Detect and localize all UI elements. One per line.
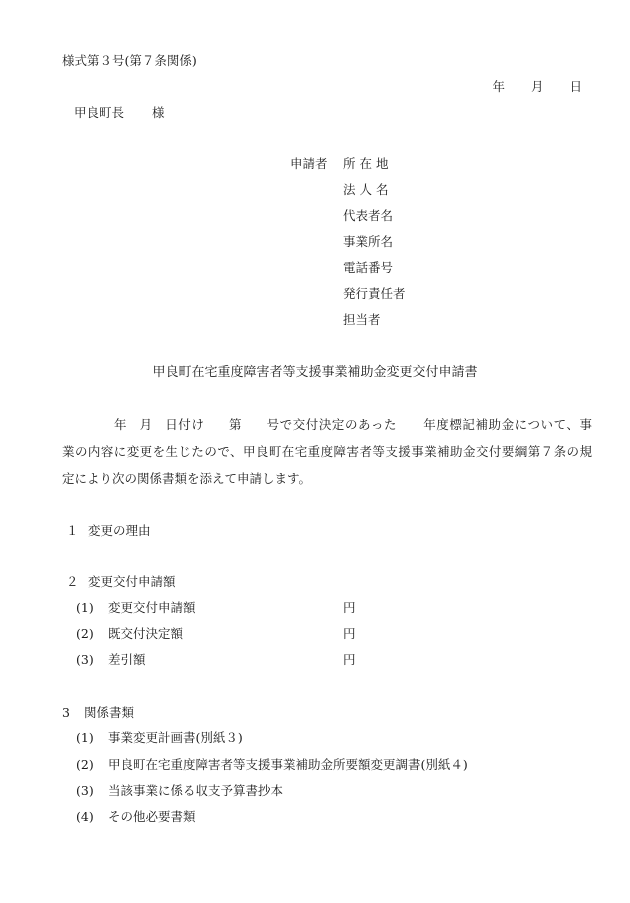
amount-item-number: (1) — [76, 600, 94, 615]
section-amount-number: ２ — [66, 574, 79, 589]
document-item-number: (1) — [76, 730, 94, 745]
addressee — [74, 107, 165, 120]
amount-item-number: (2) — [76, 626, 94, 641]
section-documents-label: 関係書類 — [84, 705, 135, 720]
form-number: 様式第３号(第７条関係) — [62, 53, 197, 68]
amount-item-unit: 円 — [343, 600, 356, 615]
field-office-name: 事業所名 — [343, 234, 394, 249]
body-line-1-tail: 号で交付決定のあった 年度標記補助金について、事 — [266, 417, 592, 432]
document-item-label: その他必要書類 — [108, 809, 196, 824]
section-documents-number: 3 — [62, 705, 70, 720]
amount-item-label: 変更交付申請額 — [108, 600, 196, 615]
field-corporation-name: 法 人 名 — [343, 182, 389, 197]
document-item-number: (3) — [76, 783, 94, 798]
field-issuer: 発行責任者 — [343, 286, 406, 301]
document-item-number: (2) — [76, 757, 94, 772]
document-item-label: 当該事業に係る収支予算書抄本 — [108, 783, 284, 798]
document-item-number: (4) — [76, 809, 94, 824]
body-paragraph — [62, 411, 592, 492]
field-contact-person: 担当者 — [343, 312, 381, 327]
section-amount-label: 変更交付申請額 — [88, 574, 176, 589]
date-line — [492, 81, 582, 94]
amount-item-unit: 円 — [343, 652, 356, 667]
amount-item-label: 差引額 — [108, 652, 146, 667]
field-address: 所 在 地 — [343, 156, 389, 171]
date-year: 年 — [492, 79, 505, 94]
date-month: 月 — [530, 79, 544, 94]
body-year: 年 — [114, 417, 128, 432]
document-item-label: 事業変更計画書(別紙３) — [108, 730, 243, 745]
section-reason-label: 変更の理由 — [88, 523, 151, 538]
document-title: 甲良町在宅重度障害者等支援事業補助金変更交付申請書 — [152, 365, 478, 380]
section-reason-number: １ — [66, 523, 79, 538]
body-line-2: 業の内容に変更を生じたので、甲良町在宅重度障害者等支援事業補助金交付要綱第７条の規 — [62, 444, 592, 459]
addressee-honorific: 様 — [152, 105, 165, 120]
body-line-1 — [62, 411, 592, 438]
body-dai: 第 — [228, 417, 243, 432]
body-line-3: 定により次の関係書類を添えて申請します。 — [62, 471, 312, 486]
amount-item-number: (3) — [76, 652, 94, 667]
field-phone: 電話番号 — [343, 260, 394, 275]
body-month: 月 — [139, 417, 153, 432]
document-item-label: 甲良町在宅重度障害者等支援事業補助金所要額変更調書(別紙４) — [108, 757, 468, 772]
amount-item-label: 既交付決定額 — [108, 626, 184, 641]
date-day: 日 — [569, 79, 582, 94]
amount-item-unit: 円 — [343, 626, 356, 641]
body-day: 日付け — [164, 417, 205, 432]
applicant-title: 申請者 — [290, 156, 328, 171]
addressee-name: 甲良町長 — [74, 105, 125, 120]
field-representative: 代表者名 — [343, 208, 394, 223]
